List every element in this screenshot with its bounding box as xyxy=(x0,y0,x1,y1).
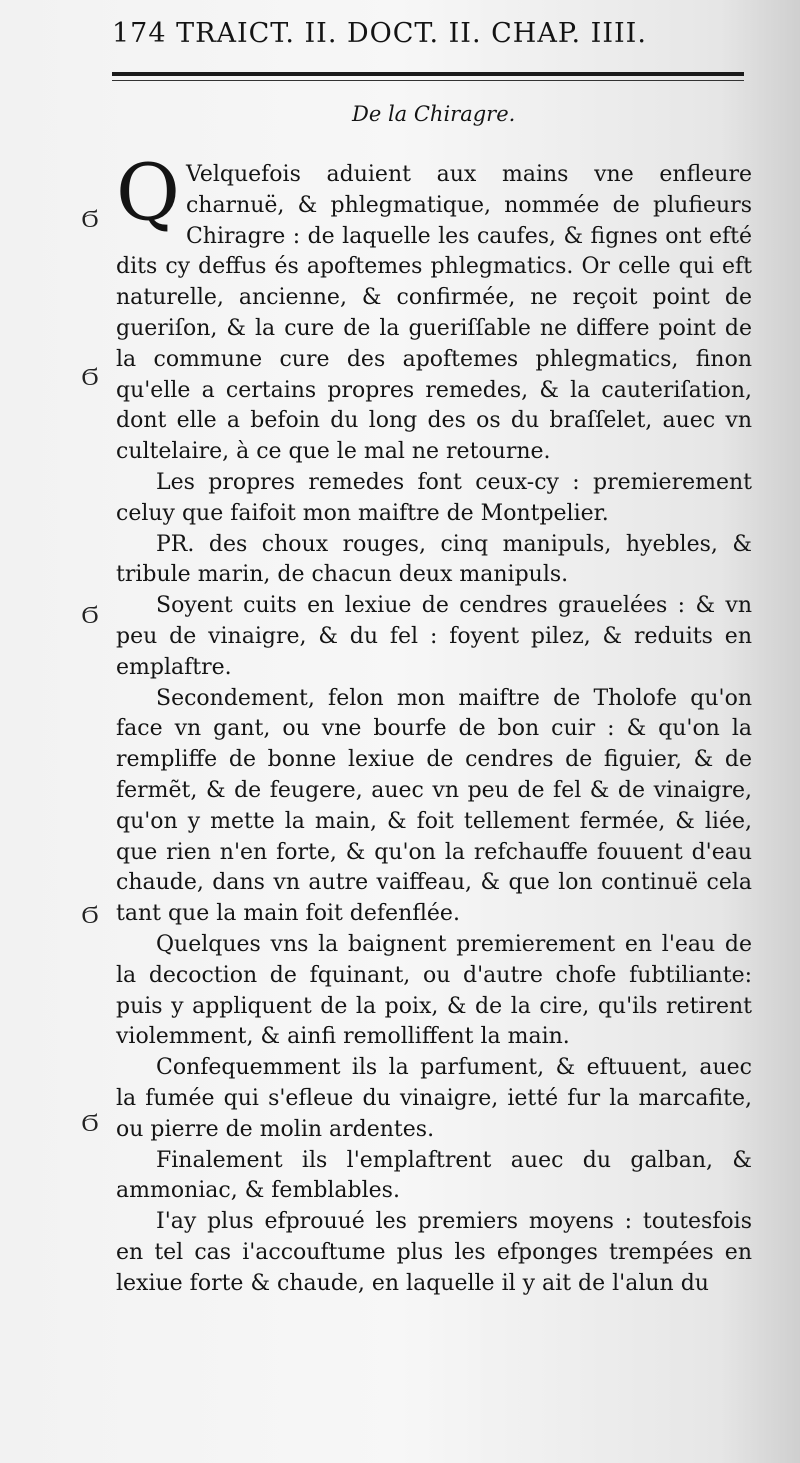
paragraph: Quelques vns la baignent premierement en l'eau de la decoction de fquinant, ou d'autre chofe fubtiliante: puis y appliquent de la poix, & de la cire, qu'ils retirent violemment, & ainfi remolliffent la main. xyxy=(116,931,752,1050)
body-text xyxy=(116,148,752,1299)
paragraph: Finalement ils l'emplaftrent auec du galban, & ammoniac, & femblables. xyxy=(116,1147,752,1204)
running-header: 174 TRAICT. II. DOCT. II. CHAP. IIII. xyxy=(112,18,647,49)
marginal-mark-icon: Ϭ xyxy=(81,205,99,233)
paragraph: Soyent cuits en lexiue de cendres grauelées : & vn peu de vinaigre, & du fel : foyent pilez, & reduits en emplaftre. xyxy=(116,593,752,680)
marginal-mark-icon: Ϭ xyxy=(81,901,99,929)
marginal-mark-icon: Ϭ xyxy=(81,1109,99,1137)
marginal-mark-icon: Ϭ xyxy=(81,363,99,391)
paragraph: Les propres remedes font ceux-cy : premierement celuy que faifoit mon maiftre de Montpelier. xyxy=(116,469,752,526)
marginal-mark-icon: Ϭ xyxy=(81,601,99,629)
header-rule xyxy=(112,72,744,76)
paragraph: I'ay plus efprouué les premiers moyens : toutesfois en tel cas i'accouftume plus les efponges trempées en lexiue forte & chaude, en laquelle il y ait de l'alun du xyxy=(116,1209,752,1296)
paragraph: Secondement, felon mon maiftre de Tholofe qu'on face vn gant, ou vne bourfe de bon cuir : & qu'on la rempliffe de bonne lexiue de cendres de figuier, & de fermẽt, & de feugere, auec vn peu de fel & de vinaigre, qu'on y mette la main, & foit tellement fermée, & liée, que rien n'en forte, & qu'on la refchauffe fouuent d'eau chaude, dans vn autre vaiffeau, & que lon continuë cela tant que la main foit defenflée. xyxy=(116,685,752,927)
header-rule-thin xyxy=(112,80,744,81)
section-title: De la Chiragre. xyxy=(352,102,516,126)
paragraph: PR. des choux rouges, cinq manipuls, hyebles, & tribule marin, de chacun deux manipuls. xyxy=(116,531,752,588)
drop-cap: Q xyxy=(116,148,180,238)
paragraph: Q Velquefois aduient aux mains vne enfleure charnuë, & phlegmatique, nommée de plufieurs Chiragre : de laquelle les caufes, & fignes ont efté dits cy deffus és apoftemes phlegmatics. Or celle qui eft naturelle, ancienne, & confirmée, ne reçoit point de gueriſon, & la cure de la gueriſſable ne differe point de la commune cure des apoftemes phlegmatics, finon qu'elle a certains propres remedes, & la cauteriſation, dont elle a befoin du long des os du braſſelet, auec vn cultelaire, à ce que le mal ne retourne. xyxy=(116,148,752,465)
paragraph: Confequemment ils la parfument, & eftuuent, auec la fumée qui s'efleue du vinaigre, ietté fur la marcafite, ou pierre de molin ardentes. xyxy=(116,1055,752,1142)
